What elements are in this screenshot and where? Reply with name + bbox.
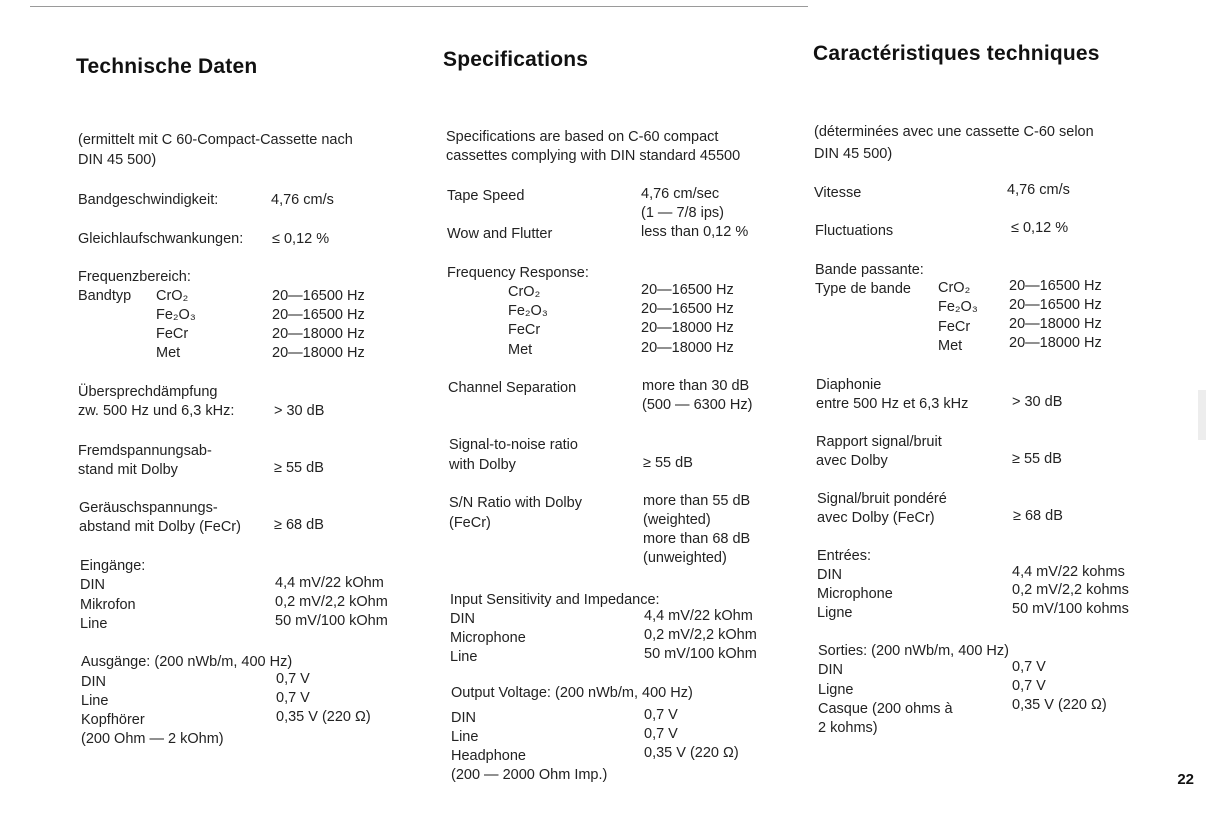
spec-note: 2 kohms) bbox=[818, 720, 878, 736]
spec-value: 0,2 mV/2,2 kohms bbox=[1012, 582, 1129, 598]
spec-value: (weighted) bbox=[643, 512, 711, 528]
spec-note: (200 Ohm — 2 kOhm) bbox=[81, 731, 224, 747]
intro-line-2: DIN 45 500) bbox=[814, 146, 893, 162]
spec-value: 20—16500 Hz bbox=[272, 288, 365, 304]
spec-value: 20—16500 Hz bbox=[1009, 297, 1102, 313]
spec-label: Bandgeschwindigkeit: bbox=[78, 192, 219, 208]
title-german: Technische Daten bbox=[76, 55, 258, 78]
spec-value: 0,2 mV/2,2 kOhm bbox=[275, 594, 388, 610]
section-heading: Entrées: bbox=[817, 548, 871, 564]
spec-value: 20—18000 Hz bbox=[272, 326, 365, 342]
spec-value: 20—18000 Hz bbox=[272, 345, 365, 361]
spec-label: entre 500 Hz et 6,3 kHz bbox=[816, 396, 969, 412]
spec-value: 20—16500 Hz bbox=[272, 307, 365, 323]
tape-type: CrO₂ bbox=[938, 280, 971, 296]
spec-value: 50 mV/100 kohms bbox=[1012, 601, 1129, 617]
spec-label: DIN bbox=[451, 710, 476, 726]
tape-type: FeCr bbox=[938, 319, 971, 335]
spec-value: 20—16500 Hz bbox=[641, 282, 734, 298]
spec-label: Signal/bruit pondéré bbox=[817, 491, 947, 507]
spec-value: > 30 dB bbox=[1012, 394, 1063, 410]
spec-label: Channel Separation bbox=[448, 380, 577, 396]
spec-label: Ligne bbox=[818, 682, 854, 698]
section-heading: Sorties: (200 nWb/m, 400 Hz) bbox=[818, 643, 1009, 659]
spec-value: ≤ 0,12 % bbox=[1011, 220, 1069, 236]
spec-value: 20—18000 Hz bbox=[641, 340, 734, 356]
section-heading: Bande passante: bbox=[815, 262, 924, 278]
spec-value: 4,76 cm/s bbox=[271, 192, 334, 208]
spec-label: Type de bande bbox=[815, 281, 911, 297]
spec-value: ≥ 55 dB bbox=[1012, 451, 1062, 467]
spec-label: with Dolby bbox=[449, 457, 516, 473]
top-rule bbox=[30, 6, 808, 7]
spec-label: Fluctuations bbox=[815, 223, 894, 239]
spec-value: 20—18000 Hz bbox=[1009, 316, 1102, 332]
spec-value: 20—16500 Hz bbox=[641, 301, 734, 317]
intro-line-1: (ermittelt mit C 60-Compact-Cassette nach bbox=[78, 132, 353, 148]
section-heading: Ausgänge: (200 nWb/m, 400 Hz) bbox=[81, 654, 293, 670]
section-heading: Eingänge: bbox=[80, 558, 146, 574]
spec-value: more than 55 dB bbox=[643, 493, 751, 509]
spec-label: Rapport signal/bruit bbox=[816, 434, 942, 450]
spec-value: (500 — 6300 Hz) bbox=[642, 397, 753, 413]
spec-label: Headphone bbox=[451, 748, 526, 764]
section-heading: Output Voltage: (200 nWb/m, 400 Hz) bbox=[451, 685, 693, 701]
spec-label: Mikrofon bbox=[80, 597, 136, 613]
spec-note: (200 — 2000 Ohm Imp.) bbox=[451, 767, 608, 783]
spec-label: avec Dolby (FeCr) bbox=[817, 510, 935, 526]
tape-type: FeCr bbox=[156, 326, 189, 342]
spec-label: Line bbox=[80, 616, 108, 632]
spec-value: ≤ 0,12 % bbox=[272, 231, 330, 247]
spec-value: 0,7 V bbox=[644, 707, 678, 723]
intro-line-1: (déterminées avec une cassette C-60 selon bbox=[814, 124, 1094, 140]
section-heading: Frequency Response: bbox=[447, 265, 589, 281]
tape-type: FeCr bbox=[508, 322, 541, 338]
spec-label: Casque (200 ohms à bbox=[818, 701, 953, 717]
spec-value: 20—18000 Hz bbox=[1009, 335, 1102, 351]
spec-value: 4,4 mV/22 kOhm bbox=[275, 575, 384, 591]
spec-value: 4,4 mV/22 kOhm bbox=[644, 608, 753, 624]
intro-line-2: cassettes complying with DIN standard 45500 bbox=[446, 148, 741, 164]
tape-type: Met bbox=[938, 338, 963, 354]
spec-value: 0,7 V bbox=[1012, 659, 1046, 675]
spec-value: ≥ 68 dB bbox=[1013, 508, 1063, 524]
spec-label: Line bbox=[81, 693, 109, 709]
spec-label: Gleichlaufschwankungen: bbox=[78, 231, 244, 247]
spec-value: 50 mV/100 kOhm bbox=[644, 646, 757, 662]
section-heading: Frequenzbereich: bbox=[78, 269, 191, 285]
spec-label: Wow and Flutter bbox=[447, 226, 553, 242]
section-heading: Input Sensitivity and Impedance: bbox=[450, 592, 660, 608]
spec-label: (FeCr) bbox=[449, 515, 491, 531]
tape-type: Met bbox=[156, 345, 181, 361]
spec-label: S/N Ratio with Dolby bbox=[449, 495, 582, 511]
page-edge-shadow bbox=[1198, 390, 1206, 440]
spec-value: 0,7 V bbox=[644, 726, 678, 742]
tape-type: Fe₂O₃ bbox=[508, 303, 548, 319]
spec-value: ≥ 55 dB bbox=[274, 460, 324, 476]
spec-value: (unweighted) bbox=[643, 550, 727, 566]
spec-label: DIN bbox=[817, 567, 842, 583]
intro-line-1: Specifications are based on C-60 compact bbox=[446, 129, 719, 145]
spec-label: Geräuschspannungs- bbox=[79, 500, 218, 516]
spec-label: avec Dolby bbox=[816, 453, 888, 469]
spec-value: ≥ 68 dB bbox=[274, 517, 324, 533]
spec-value: 0,7 V bbox=[1012, 678, 1046, 694]
spec-label: zw. 500 Hz und 6,3 kHz: bbox=[78, 403, 235, 419]
spec-value: ≥ 55 dB bbox=[643, 455, 693, 471]
spec-label: Bandtyp bbox=[78, 288, 132, 304]
spec-label: Signal-to-noise ratio bbox=[449, 437, 578, 453]
spec-value: 4,4 mV/22 kohms bbox=[1012, 564, 1125, 580]
spec-value: (1 — 7/8 ips) bbox=[641, 205, 724, 221]
spec-value: 0,2 mV/2,2 kOhm bbox=[644, 627, 757, 643]
spec-label: Line bbox=[451, 729, 479, 745]
spec-value: 0,35 V (220 Ω) bbox=[644, 745, 739, 761]
spec-label: DIN bbox=[80, 577, 105, 593]
spec-label: abstand mit Dolby (FeCr) bbox=[79, 519, 241, 535]
spec-value: 4,76 cm/s bbox=[1007, 182, 1070, 198]
spec-value: more than 68 dB bbox=[643, 531, 751, 547]
spec-value: 0,35 V (220 Ω) bbox=[276, 709, 371, 725]
spec-label: DIN bbox=[818, 662, 843, 678]
tape-type: Fe₂O₃ bbox=[156, 307, 196, 323]
spec-label: DIN bbox=[81, 674, 106, 690]
spec-value: 0,7 V bbox=[276, 671, 310, 687]
spec-value: 20—18000 Hz bbox=[641, 320, 734, 336]
spec-value: less than 0,12 % bbox=[641, 224, 749, 240]
spec-value: more than 30 dB bbox=[642, 378, 750, 394]
spec-label: DIN bbox=[450, 611, 475, 627]
tape-type: Fe₂O₃ bbox=[938, 299, 978, 315]
spec-value: > 30 dB bbox=[274, 403, 325, 419]
tape-type: CrO₂ bbox=[508, 284, 541, 300]
spec-value: 0,35 V (220 Ω) bbox=[1012, 697, 1107, 713]
title-english: Specifications bbox=[443, 48, 589, 71]
spec-label: Microphone bbox=[817, 586, 893, 602]
spec-label: Line bbox=[450, 649, 478, 665]
spec-value: 0,7 V bbox=[276, 690, 310, 706]
spec-value: 20—16500 Hz bbox=[1009, 278, 1102, 294]
tape-type: Met bbox=[508, 342, 533, 358]
spec-label: Fremdspannungsab- bbox=[78, 443, 212, 459]
spec-label: stand mit Dolby bbox=[78, 462, 178, 478]
intro-line-2: DIN 45 500) bbox=[78, 152, 157, 168]
spec-label: Ligne bbox=[817, 605, 853, 621]
tape-type: CrO₂ bbox=[156, 288, 189, 304]
spec-value: 50 mV/100 kOhm bbox=[275, 613, 388, 629]
spec-label: Tape Speed bbox=[447, 188, 525, 204]
spec-label: Vitesse bbox=[814, 185, 862, 201]
spec-value: 4,76 cm/sec bbox=[641, 186, 720, 202]
page-number: 22 bbox=[1177, 771, 1194, 788]
spec-label: Übersprechdämpfung bbox=[78, 384, 218, 400]
title-french: Caractéristiques techniques bbox=[813, 42, 1100, 65]
spec-label: Diaphonie bbox=[816, 377, 882, 393]
spec-label: Kopfhörer bbox=[81, 712, 145, 728]
spec-label: Microphone bbox=[450, 630, 526, 646]
